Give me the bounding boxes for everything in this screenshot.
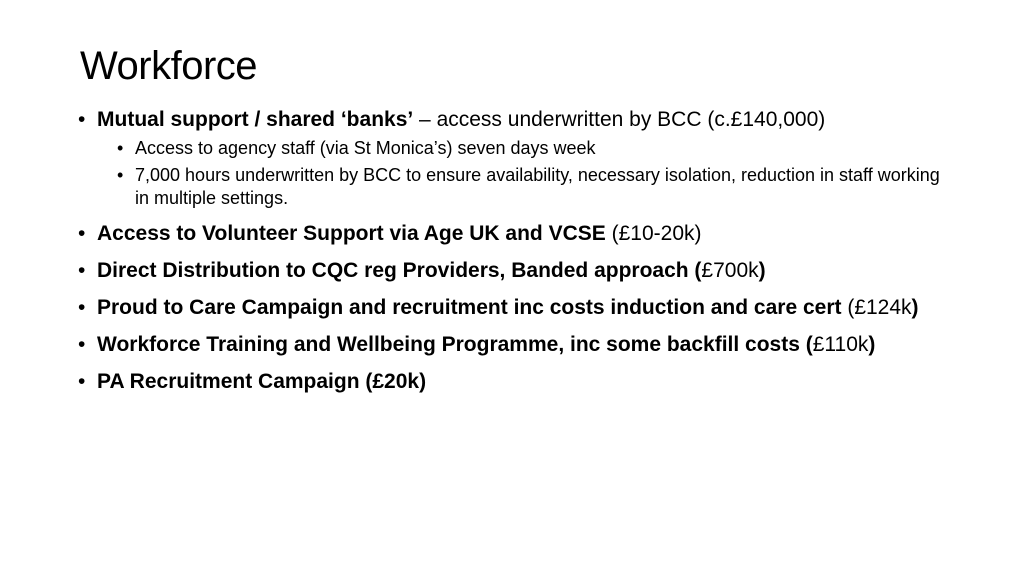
sub-list-item: [117, 137, 958, 160]
item-text: £700k: [701, 259, 759, 282]
sub-bullet-dot: •: [117, 165, 124, 185]
bullet-dot: •: [78, 333, 86, 356]
item-text: £110k: [812, 333, 869, 356]
list-item: [78, 220, 958, 247]
sub-bullet-dot: •: [117, 138, 124, 158]
bullet-dot: •: [78, 370, 86, 393]
item-heading: Workforce Training and Wellbeing Programme, inc some backfill costs (: [97, 333, 813, 356]
bullet-dot: •: [78, 296, 86, 319]
item-heading: Direct Distribution to CQC reg Providers, Banded approach (: [97, 259, 702, 282]
sub-item-text: Access to agency staff (via St Monica’s) seven days week: [135, 138, 596, 158]
bullet-list: [78, 106, 958, 405]
item-heading-end: ): [868, 333, 876, 356]
item-text: – access underwritten by BCC (c.£140,000): [413, 108, 826, 131]
item-heading: PA Recruitment Campaign (£20k): [97, 370, 427, 393]
bullet-dot: •: [78, 108, 86, 131]
list-item: [78, 257, 958, 284]
sub-list-item: [117, 164, 958, 210]
list-item: [78, 106, 958, 210]
item-text: (£124k: [841, 296, 912, 319]
item-heading: Access to Volunteer Support via Age UK and VCSE: [97, 222, 606, 245]
list-item: [78, 294, 958, 321]
bullet-dot: •: [78, 222, 86, 245]
sub-bullet-list: [97, 137, 958, 210]
slide-title: Workforce: [80, 44, 258, 88]
sub-item-text: 7,000 hours underwritten by BCC to ensure availability, necessary isolation, reduction in staff working in multiple settings.: [135, 165, 940, 208]
list-item: [78, 368, 958, 395]
item-heading: Proud to Care Campaign and recruitment inc costs induction and care cert: [97, 296, 842, 319]
item-heading-end: ): [758, 259, 766, 282]
item-heading-end: ): [911, 296, 919, 319]
list-item: [78, 331, 958, 358]
item-text: (£10-20k): [605, 222, 702, 245]
bullet-dot: •: [78, 259, 86, 282]
item-heading: Mutual support / shared ‘banks’: [97, 108, 414, 131]
